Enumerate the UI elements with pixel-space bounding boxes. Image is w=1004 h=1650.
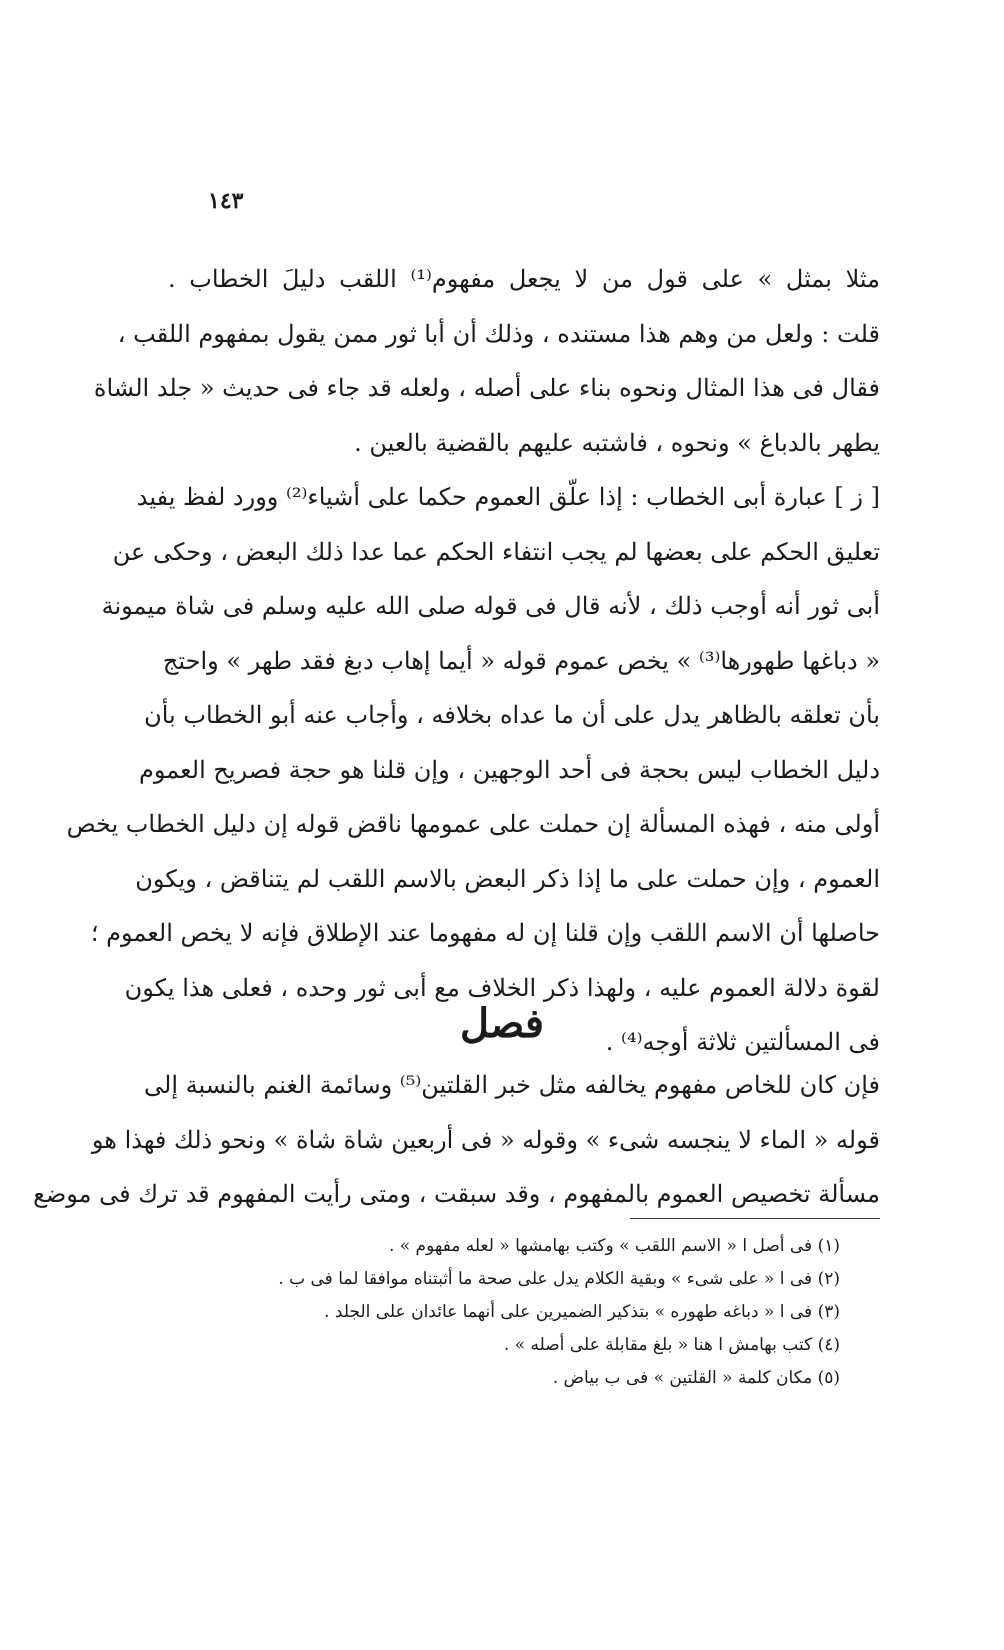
footnote: (٢) فى ا « على شىء » وبقية الكلام يدل على صحة ما أثبتناه موافقا لما فى ب . — [278, 1269, 840, 1289]
section-heading: فصل — [459, 1000, 545, 1047]
text-line: فى المسألتين ثلاثة أوجه⁽⁴⁾ . — [605, 1028, 880, 1056]
text-line: العموم ، وإن حملت على ما إذا ذكر البعض بالاسم اللقب لم يتناقض ، ويكون — [135, 864, 880, 893]
page-number: ١٤٣ — [208, 188, 244, 214]
text-line: مثلا بمثل » على قول من لا يجعل مفهوم⁽¹⁾ اللقب دليلَ الخطاب . — [168, 265, 881, 293]
text-line: لقوة دلالة العموم عليه ، ولهذا ذكر الخلاف مع أبى ثور وحده ، فعلى هذا يكون — [124, 973, 880, 1002]
text-line: يطهر بالدباغ » ونحوه ، فاشتبه عليهم بالقضية بالعين . — [354, 428, 880, 457]
text-line: « دباغها طهورها⁽³⁾ » يخص عموم قوله « أيما إهاب دبغ فقد طهر » واحتج — [162, 646, 880, 675]
section-text-block — [33, 1058, 880, 1222]
footnote: (١) فى أصل ا « الاسم اللقب » وكتب بهامشها « لعله مفهوم » . — [388, 1236, 840, 1256]
footnote: (٥) مكان كلمة « القلتين » فى ب بياض . — [552, 1368, 840, 1388]
text-line: بأن تعلقه بالظاهر يدل على أن ما عداه بخلافه ، وأجاب عنه أبو الخطاب بأن — [144, 701, 880, 729]
text-line: قلت : ولعل من وهم هذا مستنده ، وذلك أن أبا ثور ممن يقول بمفهوم اللقب ، — [117, 319, 880, 348]
text-line: دليل الخطاب ليس بحجة فى أحد الوجهين ، وإن قلنا هو حجة فصريح العموم — [139, 755, 880, 784]
text-line: أولى منه ، فهذه المسألة إن حملت على عمومها ناقض قوله إن دليل الخطاب يخص — [66, 810, 880, 838]
main-text-block — [66, 252, 881, 1070]
text-line: [ ز ] عبارة أبى الخطاب : إذا علّق العموم حكما على أشياء⁽²⁾ وورد لفظ يفيد — [136, 483, 880, 511]
text-line: تعليق الحكم على بعضها لم يجب انتفاء الحكم عما عدا ذلك البعض ، وحكى عن — [112, 537, 880, 566]
footnote: (٣) فى ا « دباغه طهوره » بتذكير الضميرين على أنهما عائدان على الجلد . — [324, 1302, 840, 1322]
text-line: قوله « الماء لا ينجسه شىء » وقوله « فى أربعين شاة شاة » ونحو ذلك فهذا هو — [91, 1125, 880, 1154]
text-line: فإن كان للخاص مفهوم يخالفه مثل خبر القلتين⁽⁵⁾ وسائمة الغنم بالنسبة إلى — [144, 1071, 880, 1099]
footnotes-block — [200, 1230, 840, 1395]
text-line: فقال فى هذا المثال ونحوه بناء على أصله ، ولعله قد جاء فى حديث « جلد الشاة — [93, 374, 880, 402]
footnote-divider — [630, 1218, 880, 1219]
text-line: مسألة تخصيص العموم بالمفهوم ، وقد سبقت ، ومتى رأيت المفهوم قد ترك فى موضع — [33, 1180, 880, 1208]
footnote: (٤) كتب بهامش ا هنا « بلغ مقابلة على أصله » . — [503, 1335, 840, 1355]
text-line: أبى ثور أنه أوجب ذلك ، لأنه قال فى قوله صلى الله عليه وسلم فى شاة ميمونة — [101, 592, 880, 620]
text-line: حاصلها أن الاسم اللقب وإن قلنا إن له مفهوما عند الإطلاق فإنه لا يخص العموم ؛ — [90, 919, 880, 947]
